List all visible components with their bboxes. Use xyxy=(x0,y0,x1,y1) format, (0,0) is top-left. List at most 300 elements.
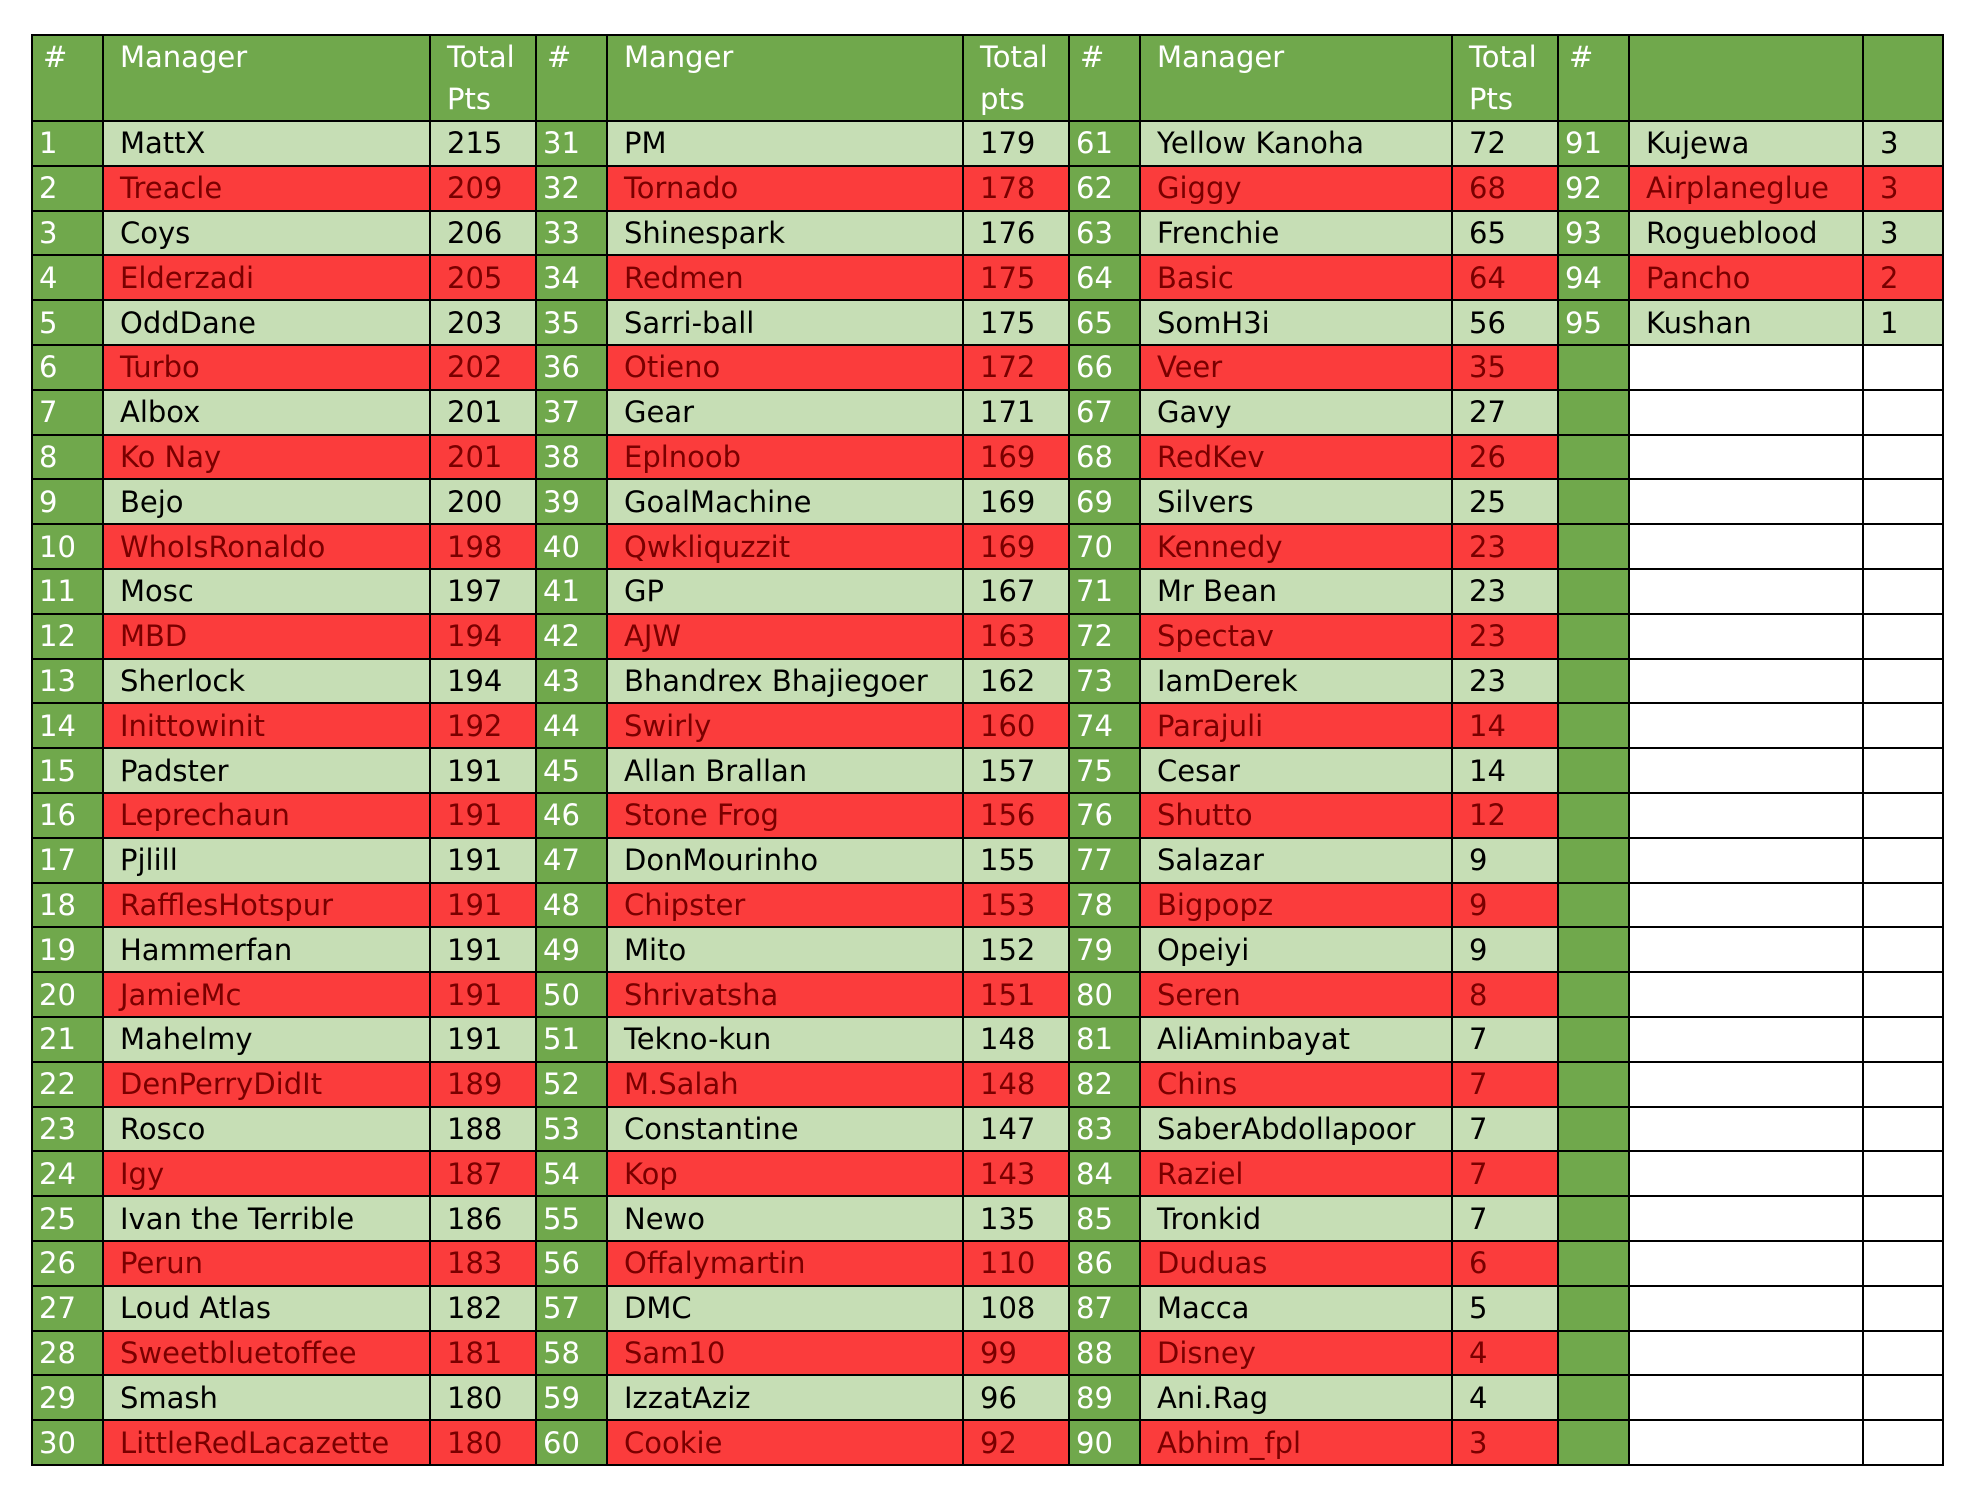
rank-cell xyxy=(1558,524,1629,569)
total-pts-cell: 209 xyxy=(430,166,536,211)
manager-name-cell: MBD xyxy=(103,614,430,659)
manager-name-cell: Igy xyxy=(103,1151,430,1196)
total-pts-cell: 72 xyxy=(1452,121,1558,166)
manager-name-cell: GoalMachine xyxy=(607,479,963,524)
total-pts-cell: 65 xyxy=(1452,211,1558,256)
total-pts-cell: 176 xyxy=(963,211,1069,256)
manager-name-cell: Tornado xyxy=(607,166,963,211)
total-pts-cell: 172 xyxy=(963,345,1069,390)
rank-cell: 53 xyxy=(536,1107,607,1152)
rank-cell: 76 xyxy=(1069,793,1140,838)
rank-cell: 55 xyxy=(536,1196,607,1241)
manager-name-cell: Perun xyxy=(103,1241,430,1286)
rank-cell: 61 xyxy=(1069,121,1140,166)
total-pts-cell xyxy=(1863,1017,1943,1062)
manager-name-cell: Kujewa xyxy=(1629,121,1863,166)
manager-name-cell: IamDerek xyxy=(1140,659,1452,704)
total-pts-cell: 180 xyxy=(430,1420,536,1465)
rank-cell: 37 xyxy=(536,390,607,435)
total-pts-cell: 191 xyxy=(430,748,536,793)
total-pts-cell xyxy=(1863,659,1943,704)
total-pts-cell: 7 xyxy=(1452,1017,1558,1062)
manager-name-cell: Eplnoob xyxy=(607,435,963,480)
rank-cell: 94 xyxy=(1558,255,1629,300)
total-pts-cell: 160 xyxy=(963,703,1069,748)
total-pts-cell xyxy=(1863,390,1943,435)
manager-name-cell: Yellow Kanoha xyxy=(1140,121,1452,166)
rank-header-3: # xyxy=(1069,35,1140,121)
manager-name-cell: Kop xyxy=(607,1151,963,1196)
manager-name-cell xyxy=(1629,1017,1863,1062)
rank-cell: 39 xyxy=(536,479,607,524)
table-row xyxy=(32,883,1943,928)
manager-name-cell: Pancho xyxy=(1629,255,1863,300)
rank-cell: 75 xyxy=(1069,748,1140,793)
manager-name-cell: SomH3i xyxy=(1140,300,1452,345)
manager-name-cell: RedKev xyxy=(1140,435,1452,480)
manager-name-cell xyxy=(1629,1331,1863,1376)
total-pts-cell: 171 xyxy=(963,390,1069,435)
total-pts-cell: 7 xyxy=(1452,1107,1558,1152)
rank-cell xyxy=(1558,1017,1629,1062)
rank-cell: 77 xyxy=(1069,838,1140,883)
table-row xyxy=(32,345,1943,390)
total-pts-cell xyxy=(1863,793,1943,838)
total-pts-cell: 206 xyxy=(430,211,536,256)
rank-cell: 69 xyxy=(1069,479,1140,524)
total-pts-cell: 191 xyxy=(430,883,536,928)
total-pts-cell xyxy=(1863,1151,1943,1196)
total-pts-cell: 12 xyxy=(1452,793,1558,838)
total-pts-cell xyxy=(1863,479,1943,524)
total-pts-cell: 9 xyxy=(1452,883,1558,928)
total-pts-header-1: Total Pts xyxy=(430,35,536,121)
rank-cell: 74 xyxy=(1069,703,1140,748)
rank-cell: 22 xyxy=(32,1062,103,1107)
total-pts-cell: 56 xyxy=(1452,300,1558,345)
rank-cell: 12 xyxy=(32,614,103,659)
total-pts-cell xyxy=(1863,1286,1943,1331)
total-pts-cell: 191 xyxy=(430,1017,536,1062)
total-pts-cell: 152 xyxy=(963,927,1069,972)
total-pts-cell: 2 xyxy=(1863,255,1943,300)
manager-name-cell xyxy=(1629,479,1863,524)
manager-name-cell: Pjlill xyxy=(103,838,430,883)
rank-cell: 81 xyxy=(1069,1017,1140,1062)
rank-cell: 27 xyxy=(32,1286,103,1331)
rank-cell: 60 xyxy=(536,1420,607,1465)
rank-cell xyxy=(1558,703,1629,748)
manager-name-cell xyxy=(1629,524,1863,569)
rank-cell xyxy=(1558,793,1629,838)
rank-cell xyxy=(1558,838,1629,883)
rank-cell xyxy=(1558,1286,1629,1331)
header-row xyxy=(32,35,1943,121)
total-pts-cell: 192 xyxy=(430,703,536,748)
total-pts-cell: 23 xyxy=(1452,524,1558,569)
rank-cell: 73 xyxy=(1069,659,1140,704)
manager-name-cell: Abhim_fpl xyxy=(1140,1420,1452,1465)
total-pts-cell: 167 xyxy=(963,569,1069,614)
total-pts-cell: 110 xyxy=(963,1241,1069,1286)
rank-cell: 92 xyxy=(1558,166,1629,211)
rank-cell: 35 xyxy=(536,300,607,345)
total-pts-cell: 187 xyxy=(430,1151,536,1196)
manager-name-cell: Newo xyxy=(607,1196,963,1241)
manager-name-cell xyxy=(1629,659,1863,704)
total-pts-cell: 194 xyxy=(430,659,536,704)
total-pts-cell xyxy=(1863,748,1943,793)
rank-cell: 45 xyxy=(536,748,607,793)
rank-cell: 54 xyxy=(536,1151,607,1196)
manager-name-cell: RafflesHotspur xyxy=(103,883,430,928)
manager-name-cell xyxy=(1629,883,1863,928)
manager-name-cell: Airplaneglue xyxy=(1629,166,1863,211)
rank-cell xyxy=(1558,927,1629,972)
table-row xyxy=(32,255,1943,300)
total-pts-cell xyxy=(1863,569,1943,614)
manager-header-3: Manager xyxy=(1140,35,1452,121)
rank-cell: 66 xyxy=(1069,345,1140,390)
rank-cell: 95 xyxy=(1558,300,1629,345)
rank-cell xyxy=(1558,1107,1629,1152)
manager-name-cell: Ivan the Terrible xyxy=(103,1196,430,1241)
rank-cell: 6 xyxy=(32,345,103,390)
total-pts-cell: 200 xyxy=(430,479,536,524)
rank-header-1: # xyxy=(32,35,103,121)
rank-cell xyxy=(1558,1151,1629,1196)
rank-cell xyxy=(1558,569,1629,614)
total-pts-header-3: Total Pts xyxy=(1452,35,1558,121)
rank-cell: 47 xyxy=(536,838,607,883)
total-pts-cell: 99 xyxy=(963,1331,1069,1376)
manager-name-cell: Shinespark xyxy=(607,211,963,256)
rank-cell: 49 xyxy=(536,927,607,972)
total-pts-cell: 25 xyxy=(1452,479,1558,524)
rank-cell xyxy=(1558,390,1629,435)
table-row xyxy=(32,390,1943,435)
rank-cell: 33 xyxy=(536,211,607,256)
total-pts-cell: 35 xyxy=(1452,345,1558,390)
manager-name-cell: Offalymartin xyxy=(607,1241,963,1286)
total-pts-cell xyxy=(1863,927,1943,972)
manager-name-cell: Ani.Rag xyxy=(1140,1375,1452,1420)
rank-cell: 70 xyxy=(1069,524,1140,569)
table-row xyxy=(32,1331,1943,1376)
total-pts-cell: 169 xyxy=(963,479,1069,524)
total-pts-cell: 9 xyxy=(1452,838,1558,883)
manager-name-cell: Kushan xyxy=(1629,300,1863,345)
manager-name-cell: Raziel xyxy=(1140,1151,1452,1196)
table-row xyxy=(32,435,1943,480)
table-row xyxy=(32,838,1943,883)
manager-name-cell: SaberAbdollapoor xyxy=(1140,1107,1452,1152)
manager-name-cell: WhoIsRonaldo xyxy=(103,524,430,569)
manager-name-cell: Albox xyxy=(103,390,430,435)
rank-cell: 32 xyxy=(536,166,607,211)
rank-cell xyxy=(1558,435,1629,480)
manager-name-cell: Elderzadi xyxy=(103,255,430,300)
rank-cell: 24 xyxy=(32,1151,103,1196)
manager-name-cell: DonMourinho xyxy=(607,838,963,883)
total-pts-cell: 191 xyxy=(430,927,536,972)
total-pts-cell xyxy=(1863,1420,1943,1465)
total-pts-cell xyxy=(1863,345,1943,390)
total-pts-cell: 7 xyxy=(1452,1196,1558,1241)
manager-name-cell: AliAminbayat xyxy=(1140,1017,1452,1062)
manager-name-cell xyxy=(1629,1151,1863,1196)
rank-cell: 90 xyxy=(1069,1420,1140,1465)
manager-name-cell: Swirly xyxy=(607,703,963,748)
manager-name-cell: Coys xyxy=(103,211,430,256)
total-pts-cell: 1 xyxy=(1863,300,1943,345)
manager-name-cell: Shrivatsha xyxy=(607,972,963,1017)
rank-cell: 38 xyxy=(536,435,607,480)
manager-name-cell: Treacle xyxy=(103,166,430,211)
total-pts-cell: 9 xyxy=(1452,927,1558,972)
manager-name-cell xyxy=(1629,569,1863,614)
manager-name-cell: Otieno xyxy=(607,345,963,390)
manager-name-cell: M.Salah xyxy=(607,1062,963,1107)
rank-cell: 41 xyxy=(536,569,607,614)
manager-name-cell: Cesar xyxy=(1140,748,1452,793)
manager-name-cell: Hammerfan xyxy=(103,927,430,972)
table-body xyxy=(32,121,1943,1465)
total-pts-cell xyxy=(1863,435,1943,480)
manager-name-cell xyxy=(1629,748,1863,793)
total-pts-cell: 182 xyxy=(430,1286,536,1331)
manager-name-cell: Redmen xyxy=(607,255,963,300)
rank-cell: 11 xyxy=(32,569,103,614)
table-row xyxy=(32,300,1943,345)
manager-name-cell xyxy=(1629,972,1863,1017)
league-standings-table xyxy=(31,34,1944,1466)
manager-name-cell xyxy=(1629,838,1863,883)
manager-name-cell: Chipster xyxy=(607,883,963,928)
table-row xyxy=(32,793,1943,838)
total-pts-cell: 201 xyxy=(430,435,536,480)
manager-name-cell: Macca xyxy=(1140,1286,1452,1331)
total-pts-cell xyxy=(1863,1196,1943,1241)
manager-name-cell: DMC xyxy=(607,1286,963,1331)
table-row xyxy=(32,972,1943,1017)
manager-name-cell xyxy=(1629,1286,1863,1331)
rank-cell xyxy=(1558,345,1629,390)
rank-cell xyxy=(1558,614,1629,659)
rank-cell: 64 xyxy=(1069,255,1140,300)
manager-name-cell: Inittowinit xyxy=(103,703,430,748)
manager-name-cell xyxy=(1629,1107,1863,1152)
rank-cell: 17 xyxy=(32,838,103,883)
rank-header-4: # xyxy=(1558,35,1629,121)
table-row xyxy=(32,614,1943,659)
table-row xyxy=(32,479,1943,524)
rank-cell xyxy=(1558,1062,1629,1107)
table-row xyxy=(32,1375,1943,1420)
manager-name-cell: Rosco xyxy=(103,1107,430,1152)
total-pts-cell: 194 xyxy=(430,614,536,659)
table-row xyxy=(32,569,1943,614)
rank-cell: 25 xyxy=(32,1196,103,1241)
manager-name-cell xyxy=(1629,345,1863,390)
total-pts-cell xyxy=(1863,972,1943,1017)
rank-cell: 30 xyxy=(32,1420,103,1465)
rank-cell: 34 xyxy=(536,255,607,300)
rank-cell: 65 xyxy=(1069,300,1140,345)
rank-cell: 19 xyxy=(32,927,103,972)
total-pts-cell: 157 xyxy=(963,748,1069,793)
rank-cell: 52 xyxy=(536,1062,607,1107)
manager-name-cell: Mr Bean xyxy=(1140,569,1452,614)
manager-name-cell: Seren xyxy=(1140,972,1452,1017)
total-pts-cell xyxy=(1863,703,1943,748)
total-pts-cell: 23 xyxy=(1452,569,1558,614)
table-row xyxy=(32,1196,1943,1241)
manager-name-cell: MattX xyxy=(103,121,430,166)
table-row xyxy=(32,121,1943,166)
table-row xyxy=(32,1286,1943,1331)
total-pts-cell: 14 xyxy=(1452,703,1558,748)
manager-name-cell: Constantine xyxy=(607,1107,963,1152)
rank-cell xyxy=(1558,1420,1629,1465)
rank-cell: 1 xyxy=(32,121,103,166)
total-pts-cell: 175 xyxy=(963,300,1069,345)
total-pts-cell: 14 xyxy=(1452,748,1558,793)
rank-header-2: # xyxy=(536,35,607,121)
manager-name-cell: Shutto xyxy=(1140,793,1452,838)
rank-cell: 42 xyxy=(536,614,607,659)
rank-cell: 10 xyxy=(32,524,103,569)
manager-name-cell xyxy=(1629,1375,1863,1420)
total-pts-cell: 202 xyxy=(430,345,536,390)
total-pts-cell: 7 xyxy=(1452,1151,1558,1196)
total-pts-cell: 186 xyxy=(430,1196,536,1241)
table-row xyxy=(32,927,1943,972)
table-row xyxy=(32,1017,1943,1062)
table-row xyxy=(32,1420,1943,1465)
total-pts-cell: 151 xyxy=(963,972,1069,1017)
rank-cell: 29 xyxy=(32,1375,103,1420)
rank-cell: 21 xyxy=(32,1017,103,1062)
table-row xyxy=(32,524,1943,569)
total-pts-cell: 147 xyxy=(963,1107,1069,1152)
rank-cell xyxy=(1558,972,1629,1017)
rank-cell: 13 xyxy=(32,659,103,704)
manager-name-cell: Loud Atlas xyxy=(103,1286,430,1331)
total-pts-cell: 64 xyxy=(1452,255,1558,300)
total-pts-cell: 175 xyxy=(963,255,1069,300)
table-row xyxy=(32,659,1943,704)
total-pts-cell: 179 xyxy=(963,121,1069,166)
total-pts-cell: 4 xyxy=(1452,1375,1558,1420)
total-pts-cell: 188 xyxy=(430,1107,536,1152)
total-pts-cell: 27 xyxy=(1452,390,1558,435)
manager-name-cell: Salazar xyxy=(1140,838,1452,883)
rank-cell: 18 xyxy=(32,883,103,928)
rank-cell xyxy=(1558,659,1629,704)
rank-cell: 89 xyxy=(1069,1375,1140,1420)
manager-name-cell: Rogueblood xyxy=(1629,211,1863,256)
manager-name-cell: Mito xyxy=(607,927,963,972)
manager-name-cell: Gear xyxy=(607,390,963,435)
rank-cell: 44 xyxy=(536,703,607,748)
rank-cell: 4 xyxy=(32,255,103,300)
table-row xyxy=(32,211,1943,256)
total-pts-cell: 197 xyxy=(430,569,536,614)
total-pts-cell: 68 xyxy=(1452,166,1558,211)
rank-cell: 68 xyxy=(1069,435,1140,480)
manager-name-cell: Duduas xyxy=(1140,1241,1452,1286)
manager-name-cell: Padster xyxy=(103,748,430,793)
total-pts-cell: 215 xyxy=(430,121,536,166)
manager-name-cell: Basic xyxy=(1140,255,1452,300)
total-pts-cell: 8 xyxy=(1452,972,1558,1017)
rank-cell: 43 xyxy=(536,659,607,704)
manager-name-cell xyxy=(1629,703,1863,748)
table-row xyxy=(32,1107,1943,1152)
manager-name-cell: Turbo xyxy=(103,345,430,390)
total-pts-cell: 169 xyxy=(963,435,1069,480)
rank-cell: 16 xyxy=(32,793,103,838)
total-pts-cell xyxy=(1863,883,1943,928)
total-pts-cell xyxy=(1863,1062,1943,1107)
rank-cell: 84 xyxy=(1069,1151,1140,1196)
rank-cell: 62 xyxy=(1069,166,1140,211)
rank-cell: 46 xyxy=(536,793,607,838)
rank-cell: 72 xyxy=(1069,614,1140,659)
total-pts-cell: 148 xyxy=(963,1062,1069,1107)
rank-cell: 85 xyxy=(1069,1196,1140,1241)
total-pts-cell xyxy=(1863,614,1943,659)
total-pts-cell: 23 xyxy=(1452,614,1558,659)
total-pts-cell: 169 xyxy=(963,524,1069,569)
manager-name-cell xyxy=(1629,390,1863,435)
total-pts-cell: 92 xyxy=(963,1420,1069,1465)
manager-name-cell: Frenchie xyxy=(1140,211,1452,256)
manager-header-4 xyxy=(1629,35,1863,121)
rank-cell: 8 xyxy=(32,435,103,480)
manager-name-cell xyxy=(1629,793,1863,838)
manager-name-cell: Gavy xyxy=(1140,390,1452,435)
manager-name-cell: Cookie xyxy=(607,1420,963,1465)
table-row xyxy=(32,1241,1943,1286)
rank-cell: 2 xyxy=(32,166,103,211)
manager-name-cell: Leprechaun xyxy=(103,793,430,838)
manager-name-cell: Qwkliquzzit xyxy=(607,524,963,569)
table-row xyxy=(32,166,1943,211)
manager-name-cell: Opeiyi xyxy=(1140,927,1452,972)
rank-cell: 5 xyxy=(32,300,103,345)
manager-name-cell: PM xyxy=(607,121,963,166)
manager-header-2: Manger xyxy=(607,35,963,121)
manager-name-cell: Giggy xyxy=(1140,166,1452,211)
rank-cell xyxy=(1558,479,1629,524)
rank-cell: 9 xyxy=(32,479,103,524)
rank-cell: 51 xyxy=(536,1017,607,1062)
total-pts-cell: 7 xyxy=(1452,1062,1558,1107)
rank-cell: 88 xyxy=(1069,1331,1140,1376)
manager-name-cell: Allan Brallan xyxy=(607,748,963,793)
rank-cell: 20 xyxy=(32,972,103,1017)
rank-cell: 15 xyxy=(32,748,103,793)
manager-name-cell: Stone Frog xyxy=(607,793,963,838)
total-pts-cell: 26 xyxy=(1452,435,1558,480)
total-pts-cell: 156 xyxy=(963,793,1069,838)
total-pts-cell: 3 xyxy=(1863,166,1943,211)
rank-cell: 40 xyxy=(536,524,607,569)
manager-name-cell: Sherlock xyxy=(103,659,430,704)
manager-name-cell xyxy=(1629,435,1863,480)
